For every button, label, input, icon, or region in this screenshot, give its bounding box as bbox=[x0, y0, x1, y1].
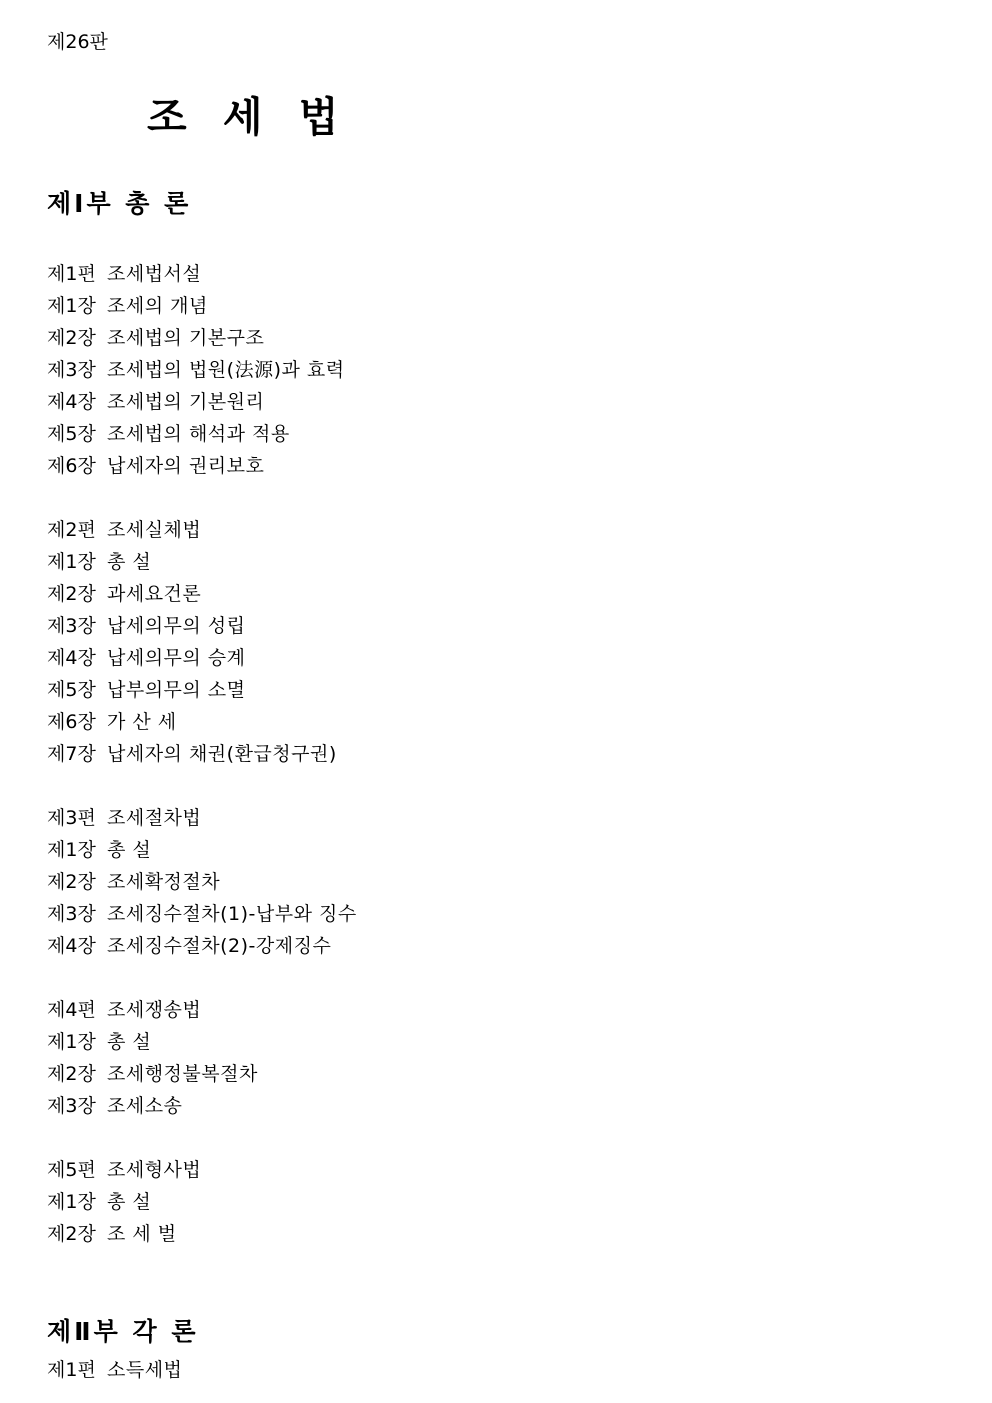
toc-entry-number: 제4편 bbox=[47, 999, 96, 1021]
toc-entry-number: 제1장 bbox=[47, 839, 96, 861]
part-2-contents bbox=[47, 1354, 182, 1386]
toc-entry-title: 조세법서설 bbox=[107, 263, 202, 285]
toc-chapter-entry bbox=[47, 354, 357, 386]
toc-chapter-entry bbox=[47, 450, 357, 482]
toc-entry-number: 제3편 bbox=[47, 807, 96, 829]
toc-entry-title: 납부의무의 소멸 bbox=[107, 679, 246, 701]
toc-entry-number: 제3장 bbox=[47, 615, 96, 637]
toc-entry-number: 제2장 bbox=[47, 583, 96, 605]
toc-entry-title: 납세자의 채권(환급청구권) bbox=[107, 743, 337, 765]
toc-entry-number: 제1장 bbox=[47, 1191, 96, 1213]
toc-entry-number: 제7장 bbox=[47, 743, 96, 765]
toc-entry-title: 조세형사법 bbox=[107, 1159, 202, 1181]
toc-entry-number: 제2장 bbox=[47, 871, 96, 893]
toc-entry-title: 총 설 bbox=[107, 1031, 152, 1053]
edition-label: 제26판 bbox=[47, 31, 108, 53]
toc-chapter-entry bbox=[47, 674, 357, 706]
toc-entry-title: 조세확정절차 bbox=[107, 871, 221, 893]
toc-entry-number: 제3장 bbox=[47, 1095, 96, 1117]
toc-entry-title: 과세요건론 bbox=[107, 583, 202, 605]
toc-entry-number: 제2장 bbox=[47, 1063, 96, 1085]
toc-chapter-entry bbox=[47, 1090, 357, 1122]
toc-chapter-entry bbox=[47, 386, 357, 418]
toc-chapter-entry bbox=[47, 898, 357, 930]
toc-entry-title: 납세의무의 승계 bbox=[107, 647, 246, 669]
toc-section-entry bbox=[47, 514, 357, 546]
toc-entry-title: 납세자의 권리보호 bbox=[107, 455, 265, 477]
toc-chapter-entry bbox=[47, 322, 357, 354]
toc-entry-number: 제5장 bbox=[47, 679, 96, 701]
toc-entry-title: 조세절차법 bbox=[107, 807, 202, 829]
toc-entry-number: 제3장 bbox=[47, 359, 96, 381]
toc-entry-title: 조세쟁송법 bbox=[107, 999, 202, 1021]
toc-entry-title: 조세행정불복절차 bbox=[107, 1063, 258, 1085]
toc-entry-number: 제2장 bbox=[47, 327, 96, 349]
toc-entry-title: 조세법의 해석과 적용 bbox=[107, 423, 290, 445]
toc-entry-number: 제6장 bbox=[47, 455, 96, 477]
toc-chapter-entry bbox=[47, 1218, 357, 1250]
toc-entry-number: 제2편 bbox=[47, 519, 96, 541]
toc-chapter-entry bbox=[47, 642, 357, 674]
toc-entry-number: 제5편 bbox=[47, 1159, 96, 1181]
toc-entry-title: 총 설 bbox=[107, 839, 152, 861]
toc-entry-title: 조세의 개념 bbox=[107, 295, 208, 317]
toc-entry-number: 제4장 bbox=[47, 391, 96, 413]
part-1-heading: 제Ⅰ부 총 론 bbox=[47, 189, 192, 218]
toc-entry-number: 제4장 bbox=[47, 935, 96, 957]
toc-entry-number: 제1편 bbox=[47, 1359, 96, 1381]
part-1-contents bbox=[47, 258, 357, 1250]
toc-entry-number: 제2장 bbox=[47, 1223, 96, 1245]
toc-section-entry bbox=[47, 258, 357, 290]
toc-entry-number: 제1장 bbox=[47, 295, 96, 317]
part-2-heading: 제Ⅱ부 각 론 bbox=[47, 1317, 199, 1346]
toc-entry-number: 제1장 bbox=[47, 551, 96, 573]
toc-entry-number: 제1장 bbox=[47, 1031, 96, 1053]
toc-chapter-entry bbox=[47, 866, 357, 898]
book-title: 조 세 법 bbox=[147, 93, 350, 141]
toc-chapter-entry bbox=[47, 290, 357, 322]
toc-entry-number: 제6장 bbox=[47, 711, 96, 733]
toc-entry-title: 가 산 세 bbox=[107, 711, 177, 733]
toc-entry-number: 제4장 bbox=[47, 647, 96, 669]
toc-entry-number: 제3장 bbox=[47, 903, 96, 925]
toc-entry-title: 납세의무의 성립 bbox=[107, 615, 246, 637]
toc-entry-title: 총 설 bbox=[107, 551, 152, 573]
toc-chapter-entry bbox=[47, 834, 357, 866]
toc-chapter-entry bbox=[47, 610, 357, 642]
toc-entry-title: 조 세 벌 bbox=[107, 1223, 177, 1245]
toc-section-entry bbox=[47, 802, 357, 834]
toc-chapter-entry bbox=[47, 1186, 357, 1218]
toc-chapter-entry bbox=[47, 738, 357, 770]
toc-section-entry bbox=[47, 1154, 357, 1186]
toc-section-entry bbox=[47, 1354, 182, 1386]
toc-chapter-entry bbox=[47, 1026, 357, 1058]
toc-entry-title: 조세소송 bbox=[107, 1095, 183, 1117]
toc-entry-number: 제1편 bbox=[47, 263, 96, 285]
toc-entry-title: 조세법의 기본원리 bbox=[107, 391, 265, 413]
toc-chapter-entry bbox=[47, 418, 357, 450]
toc-entry-title: 총 설 bbox=[107, 1191, 152, 1213]
toc-entry-title: 조세징수절차(2)-강제징수 bbox=[107, 935, 332, 957]
toc-section-entry bbox=[47, 994, 357, 1026]
toc-entry-title: 소득세법 bbox=[107, 1359, 183, 1381]
toc-entry-number: 제5장 bbox=[47, 423, 96, 445]
toc-entry-title: 조세법의 법원(法源)과 효력 bbox=[107, 359, 345, 381]
toc-entry-title: 조세법의 기본구조 bbox=[107, 327, 265, 349]
toc-chapter-entry bbox=[47, 706, 357, 738]
toc-chapter-entry bbox=[47, 930, 357, 962]
toc-entry-title: 조세징수절차(1)-납부와 징수 bbox=[107, 903, 357, 925]
toc-entry-title: 조세실체법 bbox=[107, 519, 202, 541]
toc-chapter-entry bbox=[47, 1058, 357, 1090]
toc-chapter-entry bbox=[47, 546, 357, 578]
toc-chapter-entry bbox=[47, 578, 357, 610]
